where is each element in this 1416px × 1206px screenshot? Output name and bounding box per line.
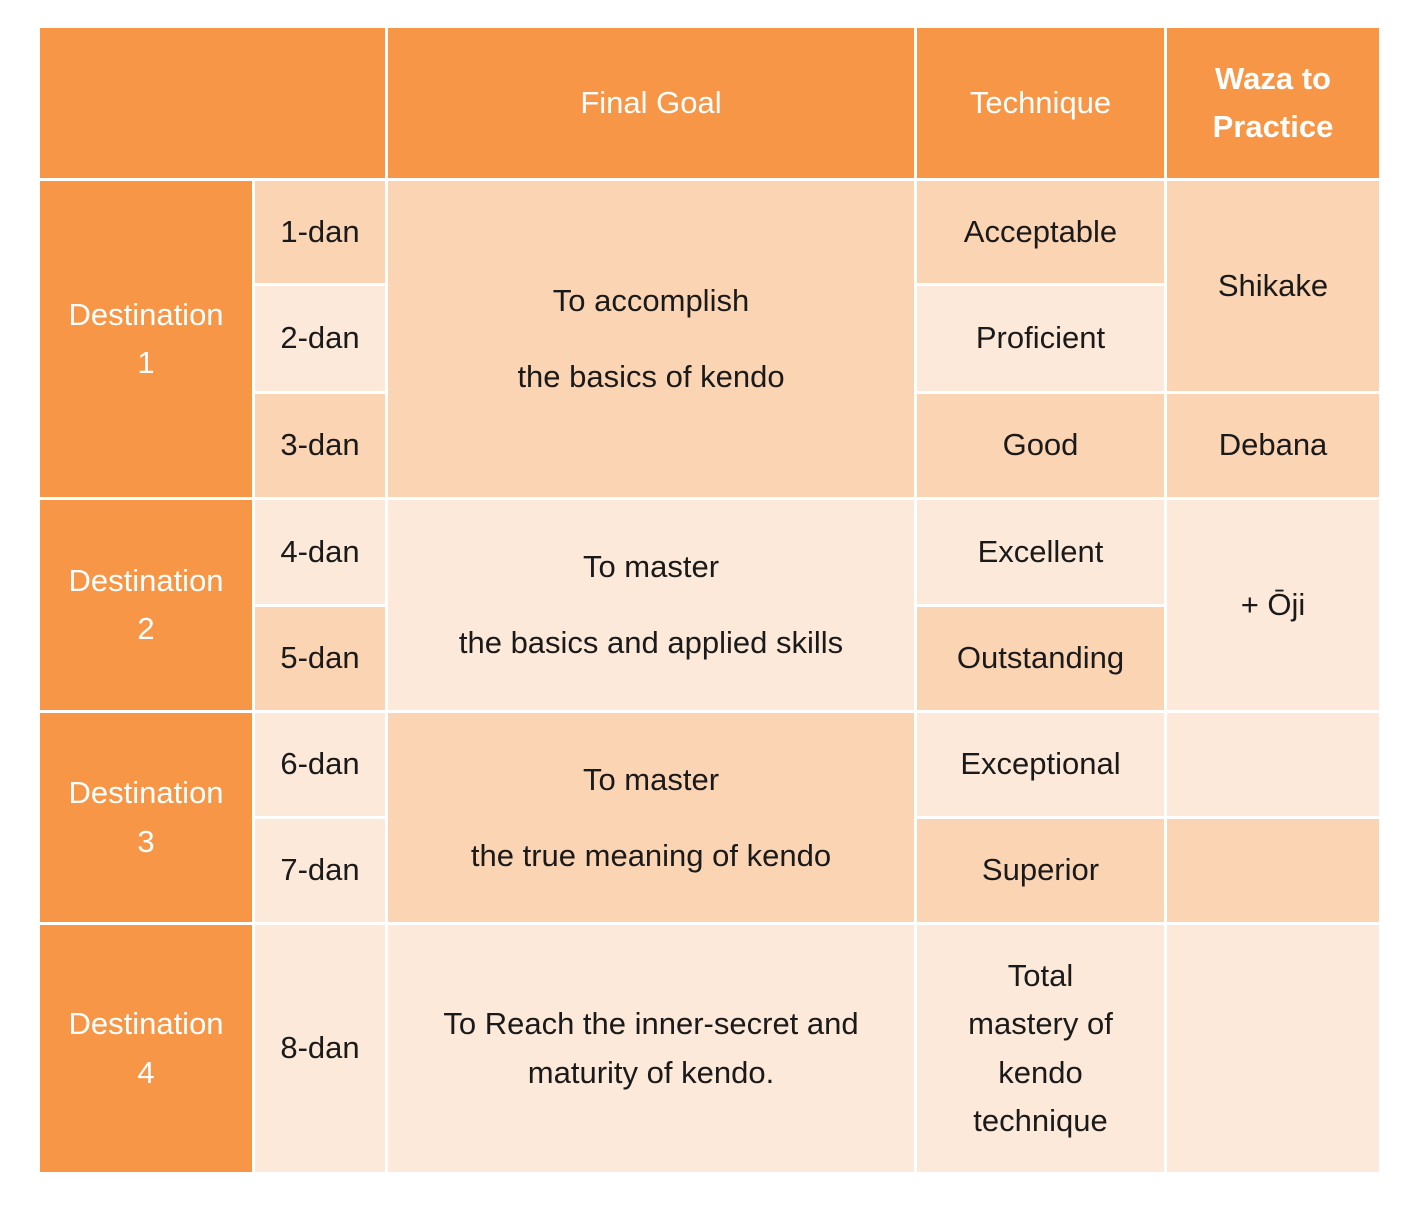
destination-4-label: Destination bbox=[68, 1006, 224, 1042]
waza-shikake: Shikake bbox=[1167, 181, 1379, 391]
header-blank bbox=[40, 28, 385, 178]
destination-2-label: Destination bbox=[68, 562, 224, 598]
technique-3-dan: Good bbox=[917, 394, 1164, 497]
technique-8-dan bbox=[917, 925, 1164, 1172]
kendo-destination-table bbox=[40, 28, 1371, 1156]
dan-2: 2-dan bbox=[255, 286, 385, 391]
waza-debana: Debana bbox=[1167, 394, 1379, 497]
dan-4: 4-dan bbox=[255, 500, 385, 604]
destination-1 bbox=[40, 181, 252, 497]
goal-destination-3 bbox=[388, 713, 914, 922]
goal-2-line1: To master bbox=[582, 549, 720, 585]
goal-destination-1 bbox=[388, 181, 914, 497]
destination-1-number: 1 bbox=[137, 345, 155, 380]
technique-1-dan: Acceptable bbox=[917, 181, 1164, 283]
goal-2-line2: the basics and applied skills bbox=[458, 625, 844, 660]
header-waza bbox=[1167, 28, 1379, 178]
destination-2 bbox=[40, 500, 252, 710]
technique-7-dan: Superior bbox=[917, 819, 1164, 922]
technique-8-line4: technique bbox=[973, 1102, 1108, 1138]
goal-3-line2: the true meaning of kendo bbox=[470, 837, 832, 873]
goal-1-line2: the basics of kendo bbox=[517, 359, 785, 394]
technique-2-dan: Proficient bbox=[917, 286, 1164, 391]
waza-empty-8-dan bbox=[1167, 925, 1379, 1172]
goal-4-line2: maturity of kendo. bbox=[527, 1054, 775, 1090]
technique-5-dan: Outstanding bbox=[917, 607, 1164, 710]
technique-8-line1: Total bbox=[1007, 958, 1074, 994]
dan-6: 6-dan bbox=[255, 713, 385, 816]
technique-8-line3: kendo bbox=[998, 1054, 1083, 1090]
destination-3-label: Destination bbox=[68, 775, 224, 811]
header-waza-line1: Waza to bbox=[1215, 60, 1331, 96]
technique-4-dan: Excellent bbox=[917, 500, 1164, 604]
destination-3 bbox=[40, 713, 252, 922]
dan-1: 1-dan bbox=[255, 181, 385, 283]
destination-2-number: 2 bbox=[137, 611, 155, 646]
waza-oji: + Ōji bbox=[1167, 500, 1379, 710]
header-final-goal: Final Goal bbox=[388, 28, 914, 178]
dan-5: 5-dan bbox=[255, 607, 385, 710]
goal-1-line1: To accomplish bbox=[552, 283, 750, 319]
goal-destination-4 bbox=[388, 925, 914, 1172]
waza-empty-7-dan bbox=[1167, 819, 1379, 922]
destination-4 bbox=[40, 925, 252, 1172]
goal-4-line1: To Reach the inner-secret and bbox=[443, 1006, 859, 1042]
dan-8: 8-dan bbox=[255, 925, 385, 1172]
technique-8-line2: mastery of bbox=[968, 1006, 1113, 1042]
waza-empty-6-dan bbox=[1167, 713, 1379, 816]
destination-1-label: Destination bbox=[68, 296, 224, 332]
dan-7: 7-dan bbox=[255, 819, 385, 922]
header-technique: Technique bbox=[917, 28, 1164, 178]
destination-3-number: 3 bbox=[137, 823, 155, 859]
goal-destination-2 bbox=[388, 500, 914, 710]
dan-3: 3-dan bbox=[255, 394, 385, 497]
header-waza-line2: Practice bbox=[1212, 109, 1334, 144]
goal-3-line1: To master bbox=[582, 761, 720, 797]
technique-6-dan: Exceptional bbox=[917, 713, 1164, 816]
destination-4-number: 4 bbox=[137, 1054, 155, 1090]
